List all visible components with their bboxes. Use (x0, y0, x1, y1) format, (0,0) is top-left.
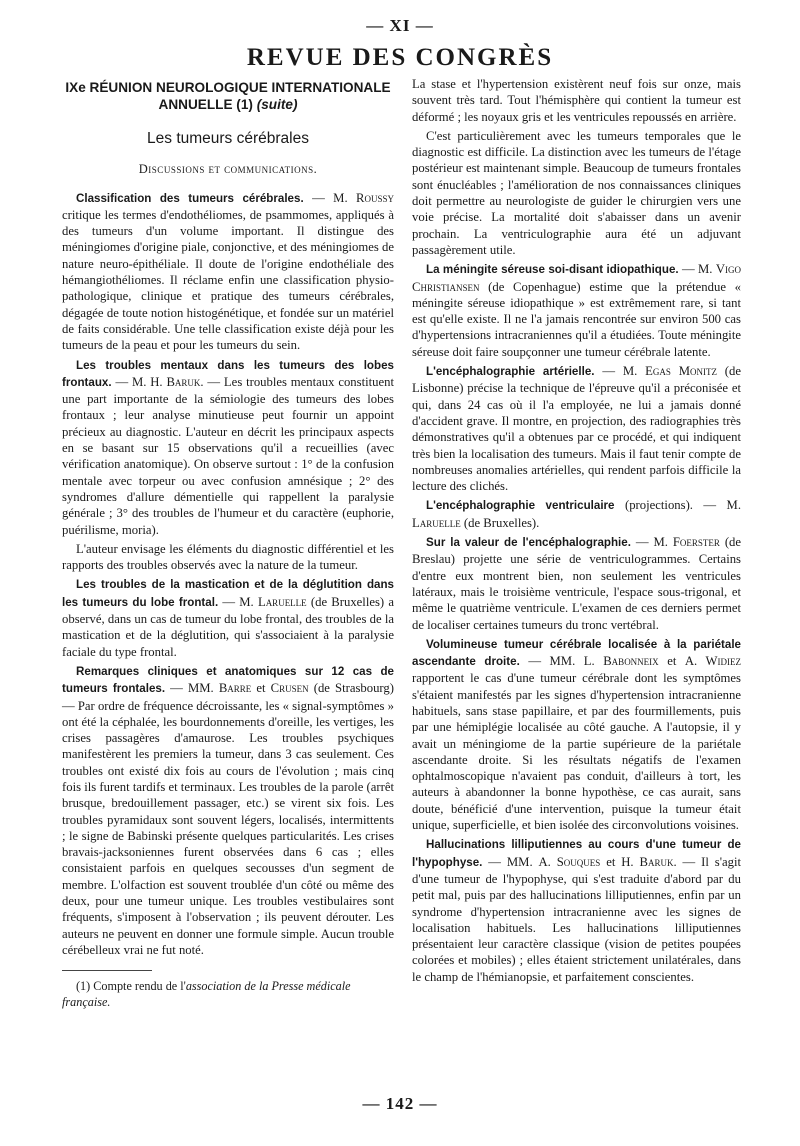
author-name: Foerster (672, 535, 720, 550)
paragraph-heading: La méningite séreuse soi-disant idiopathique. (426, 263, 679, 277)
paragraph-tumeurs-temporales: C'est particulièrement avec les tumeurs temporales que le diagnostic est difficile. La distinction avec les tumeurs de l'étage postérieur est maintenant simple. Beaucoup de tumeurs frontales sont énucléables ; l'amélioration de nos connaissances cliniques doit permettre au neurologiste de guider le chirurgien vers une voie précise. La mortalité doit s'abaisser dans un avenir prochain. La ventriculographie aura été un adjuvant passagèrement utile. (412, 128, 741, 257)
author-name: A. Souques (538, 854, 601, 869)
paragraph-heading: L'encéphalographie artérielle. (426, 365, 595, 379)
paragraph-body: critique les termes d'endothéliomes, de psammomes, appliqués à des tumeurs d'un volume important. Il distingue des méningiomes d'origine piale, conjonctive, et des méningiomes de nature neuro-épithéliale. Il doute de l'origine endothéliale des hémangiothéliomes. Il réclame enfin une classification physio-pathologique, clinique et pratique des tumeurs cérébrales, dégagée de toute notion histogénétique, et fondée sur un matériel de faits considérable. Une telle classification existe déjà pour les tumeurs de la peau et pour les tumeurs du sein. (62, 207, 394, 353)
right-column (412, 76, 741, 988)
paragraph-heading: Volumineuse tumeur cérébrale localisée à la pariétale ascendante droite. (412, 637, 741, 669)
separator: — MM. (482, 854, 539, 869)
meeting-heading-annual: ANNUELLE (1) (158, 97, 253, 112)
paragraph-troubles-mentaux (62, 357, 394, 538)
paragraph-volumineuse-tumeur (412, 636, 741, 834)
footnote-rule (62, 970, 152, 971)
paragraph-heading: Sur la valeur de l'encéphalographie. (426, 536, 631, 550)
author-name: Laruelle (257, 594, 307, 609)
author-name: Roussy (356, 190, 395, 205)
separator: — M. (678, 262, 716, 277)
author-name: Egas Monitz (645, 364, 717, 379)
paragraph-body: . — Il s'agit d'une tumeur de l'hypophyse, qui s'est traduite d'abord par du petit mal, puis par des hallucinations lilliputiennes, enfin par un syndrome d'hypertension intracranienne avec les signes de localisation habituels. Les hallucinations lilliputiennes présentaient leur caractère classique (vision de petites poupées colorées et mobiles) ; elles étaient strictement unilatérales, dans le champ de l'hémianopsie, et parfaitement conscientes. (412, 854, 742, 984)
paragraph-heading: Hallucinations lilliputiennes au cours d'une tumeur de l'hypophyse. (412, 838, 741, 869)
paragraph-encephalographie-ventriculaire (412, 497, 741, 531)
separator: — M. (218, 594, 258, 609)
paragraph-body: (de Strasbourg) — Par ordre de fréquence décroissante, les « signal-symptômes » ont été la céphalée, les bourdonnements d'oreille, les vertiges, les crises passagères d'amaurose. Les troubles psychiques manifestèrent les premiers la tumeur, dans 3 cas seulement. Ces troubles ont existé dix fois au cours de l'évolution ; mais cinq fois ils furent tardifs et terminaux. Les troubles de la parole (arrêt brusque, bredouillement passager, etc.) se virent six fois. Les troubles pyramidaux sont souvent légers, localisés, intermittents ; le signe de Babinski présente quelques particularités. Les crises bravais-jacksoniennes furent observées dans 6 cas ; elles consistaient parfois en quelques secousses d'un segment de membre. L'olfaction est souvent troublée d'un côté ou même des deux, pour une tumeur unique. Les troubles vestibulaires sont fréquents, s'imposent à l'observation ; ils peuvent dérouter. Les auteurs ne peuvent en donner une formule simple. Aucun trouble cérébelleux vrai ne fut noté. (62, 681, 394, 957)
paragraph-heading: Les troubles de la mastication et de la déglutition dans les tumeurs du lobe frontal. (62, 578, 394, 609)
rubric-title: REVUE DES CONGRÈS (246, 44, 554, 71)
author-name: Crusen (270, 681, 309, 696)
author-name: Laruelle (412, 515, 461, 530)
section-subtitle: Discussions et communications. (138, 162, 318, 177)
separator: — M. H. (111, 374, 167, 389)
paragraph-body: (de Breslau) projette une série de ventriculogrammes. Certains d'entre eux montrent bien, non seulement les ventricules latéraux, mais le troisième ventricule, l'espace sous-trigonal, et même le quatrième ventricule. L'examen de ces derniers permet de localiser certaines tumeurs du tronc vertébral. (412, 535, 742, 632)
paragraph-stase: La stase et l'hypertension existèrent neuf fois sur onze, mais souvent très tard. Tout l'hémisphère qui contient la tumeur est déformé ; les noyaux gris et les ventricules repoussés en arrière. (412, 77, 741, 124)
paragraph-hallucinations (412, 836, 741, 985)
paragraph-heading: L'encéphalographie ventriculaire (426, 499, 615, 513)
author-name: A. Widiez (684, 654, 741, 669)
paragraph-classification (62, 190, 394, 354)
separator: — M. (303, 190, 357, 205)
paragraph-body: (de Copenhague) estime que la prétendue « méningite séreuse idiopathique » est extrêmement rare, si tant est qu'elle existe. Il ne l'a jamais rencontrée sur environ 500 cas d'hypertensions intracraniennes qu'il a étudiées. Toute méningite séreuse doit faire soupçonner une tumeur cérébrale latente. (412, 279, 741, 359)
paragraph-body: (projections). — M. (614, 498, 742, 513)
paragraph-body: . — Les troubles mentaux constituent une part importante de la sémiologie des tumeurs des lobes frontaux ; leur analyse minutieuse peut fournir un appoint précieux au diagnostic. L'auteur en décrit les principaux aspects en se basant sur 15 observations qu'il a recueillies (avec vérification anatomique). On observe surtout : 1° de la confusion mentale avec torpeur ou avec confusion amnésique ; 2° des syndromes d'allure démentielle qui rappellent la paralysie générale ; 3° des troubles de l'humeur et du caractère (euphorie, puérilisme, moria). (62, 374, 394, 537)
meeting-heading-line2 (62, 96, 394, 113)
separator: et (658, 654, 685, 669)
footnote-text: (1) Compte rendu de l' (76, 979, 186, 994)
paragraph-heading: Les troubles mentaux dans les tumeurs des lobes frontaux. (62, 358, 394, 389)
separator: et (251, 681, 271, 696)
meeting-heading-suite: (suite) (256, 97, 298, 112)
section-title: Les tumeurs cérébrales (147, 130, 309, 147)
paragraph-valeur-encephalographie (412, 534, 741, 633)
meeting-heading (62, 79, 394, 113)
author-name: H. Baruk (621, 854, 674, 869)
separator: — MM. (165, 681, 219, 696)
separator: — M. (594, 364, 646, 379)
paragraph-body: (de Lisbonne) précise la technique de l'épreuve qu'il a préconisée et qui, dans 24 cas où il l'a employée, ne lui a jamais donné d'accident grave. Il montre, en projection, des radiographies très démonstratives qu'il a obtenues par ce procédé, et qui indiquent très bien la localisation des tumeurs. Mais il faut tenir compte de nombreuses anomalies artérielles, qui rendent parfois difficile la lecture des clichés. (412, 364, 742, 494)
paragraph-remarques-cliniques (62, 663, 394, 958)
paragraph-body: rapportent le cas d'une tumeur cérébrale dont les symptômes s'étaient manifestés par les signes d'hypertension intracranienne habituels, sans stase papillaire, et par des fourmillements, puis par une hémiplégie localisée au côté gauche. A l'autopsie, il y avait un méningiome de la partie supérieure de la pariétale ascendante droite. Si les résultats négatifs de l'examen ophtalmoscopique n'avaient pas conduit, d'ailleurs à tort, les auteurs à abandonner la bonne hypothèse, ce cas aurait, sans doute, bénéficié d'une intervention, puisque la tumeur était unique, superficielle, et bien isolée des circonvolutions voisines. (412, 671, 741, 833)
paragraph-heading: Remarques cliniques et anatomiques sur 12 cas de tumeurs frontales. (62, 664, 394, 696)
paragraph-tail: (de Bruxelles). (460, 515, 540, 530)
separator: et (600, 854, 622, 869)
author-name: L. Babonneix (583, 654, 659, 669)
author-name: Vigo Christiansen (412, 262, 742, 294)
roman-page-numeral: — XI — (366, 16, 434, 35)
footnote (62, 979, 394, 1010)
paragraph-heading: Classification des tumeurs cérébrales. (76, 191, 304, 205)
author-name: Barre (218, 681, 252, 696)
footnote-italic: association de la Presse médicale française. (62, 979, 351, 1009)
paragraph-mastication (62, 576, 394, 659)
paragraph-body: (de Bruxelles) a observé, dans un cas de tumeur du lobe frontal, des troubles de la mastication et de la déglutition, qui s'associaient à la paralysie faciale du type frontal. (62, 594, 394, 659)
meeting-heading-line1: IXe RÉUNION NEUROLOGIQUE INTERNATIONALE (65, 80, 391, 95)
separator: — M. (630, 535, 673, 550)
paragraph-meningite (412, 261, 741, 360)
separator: — MM. (519, 654, 584, 669)
author-name: Baruk (166, 374, 201, 389)
paragraph-encephalographie-arterielle (412, 363, 741, 494)
left-column (62, 79, 394, 1013)
paragraph-diagnostic: L'auteur envisage les éléments du diagnostic différentiel et les rapports des troubles observés avec la nature de la tumeur. (62, 541, 394, 573)
page-number: — 142 — (362, 1094, 438, 1113)
